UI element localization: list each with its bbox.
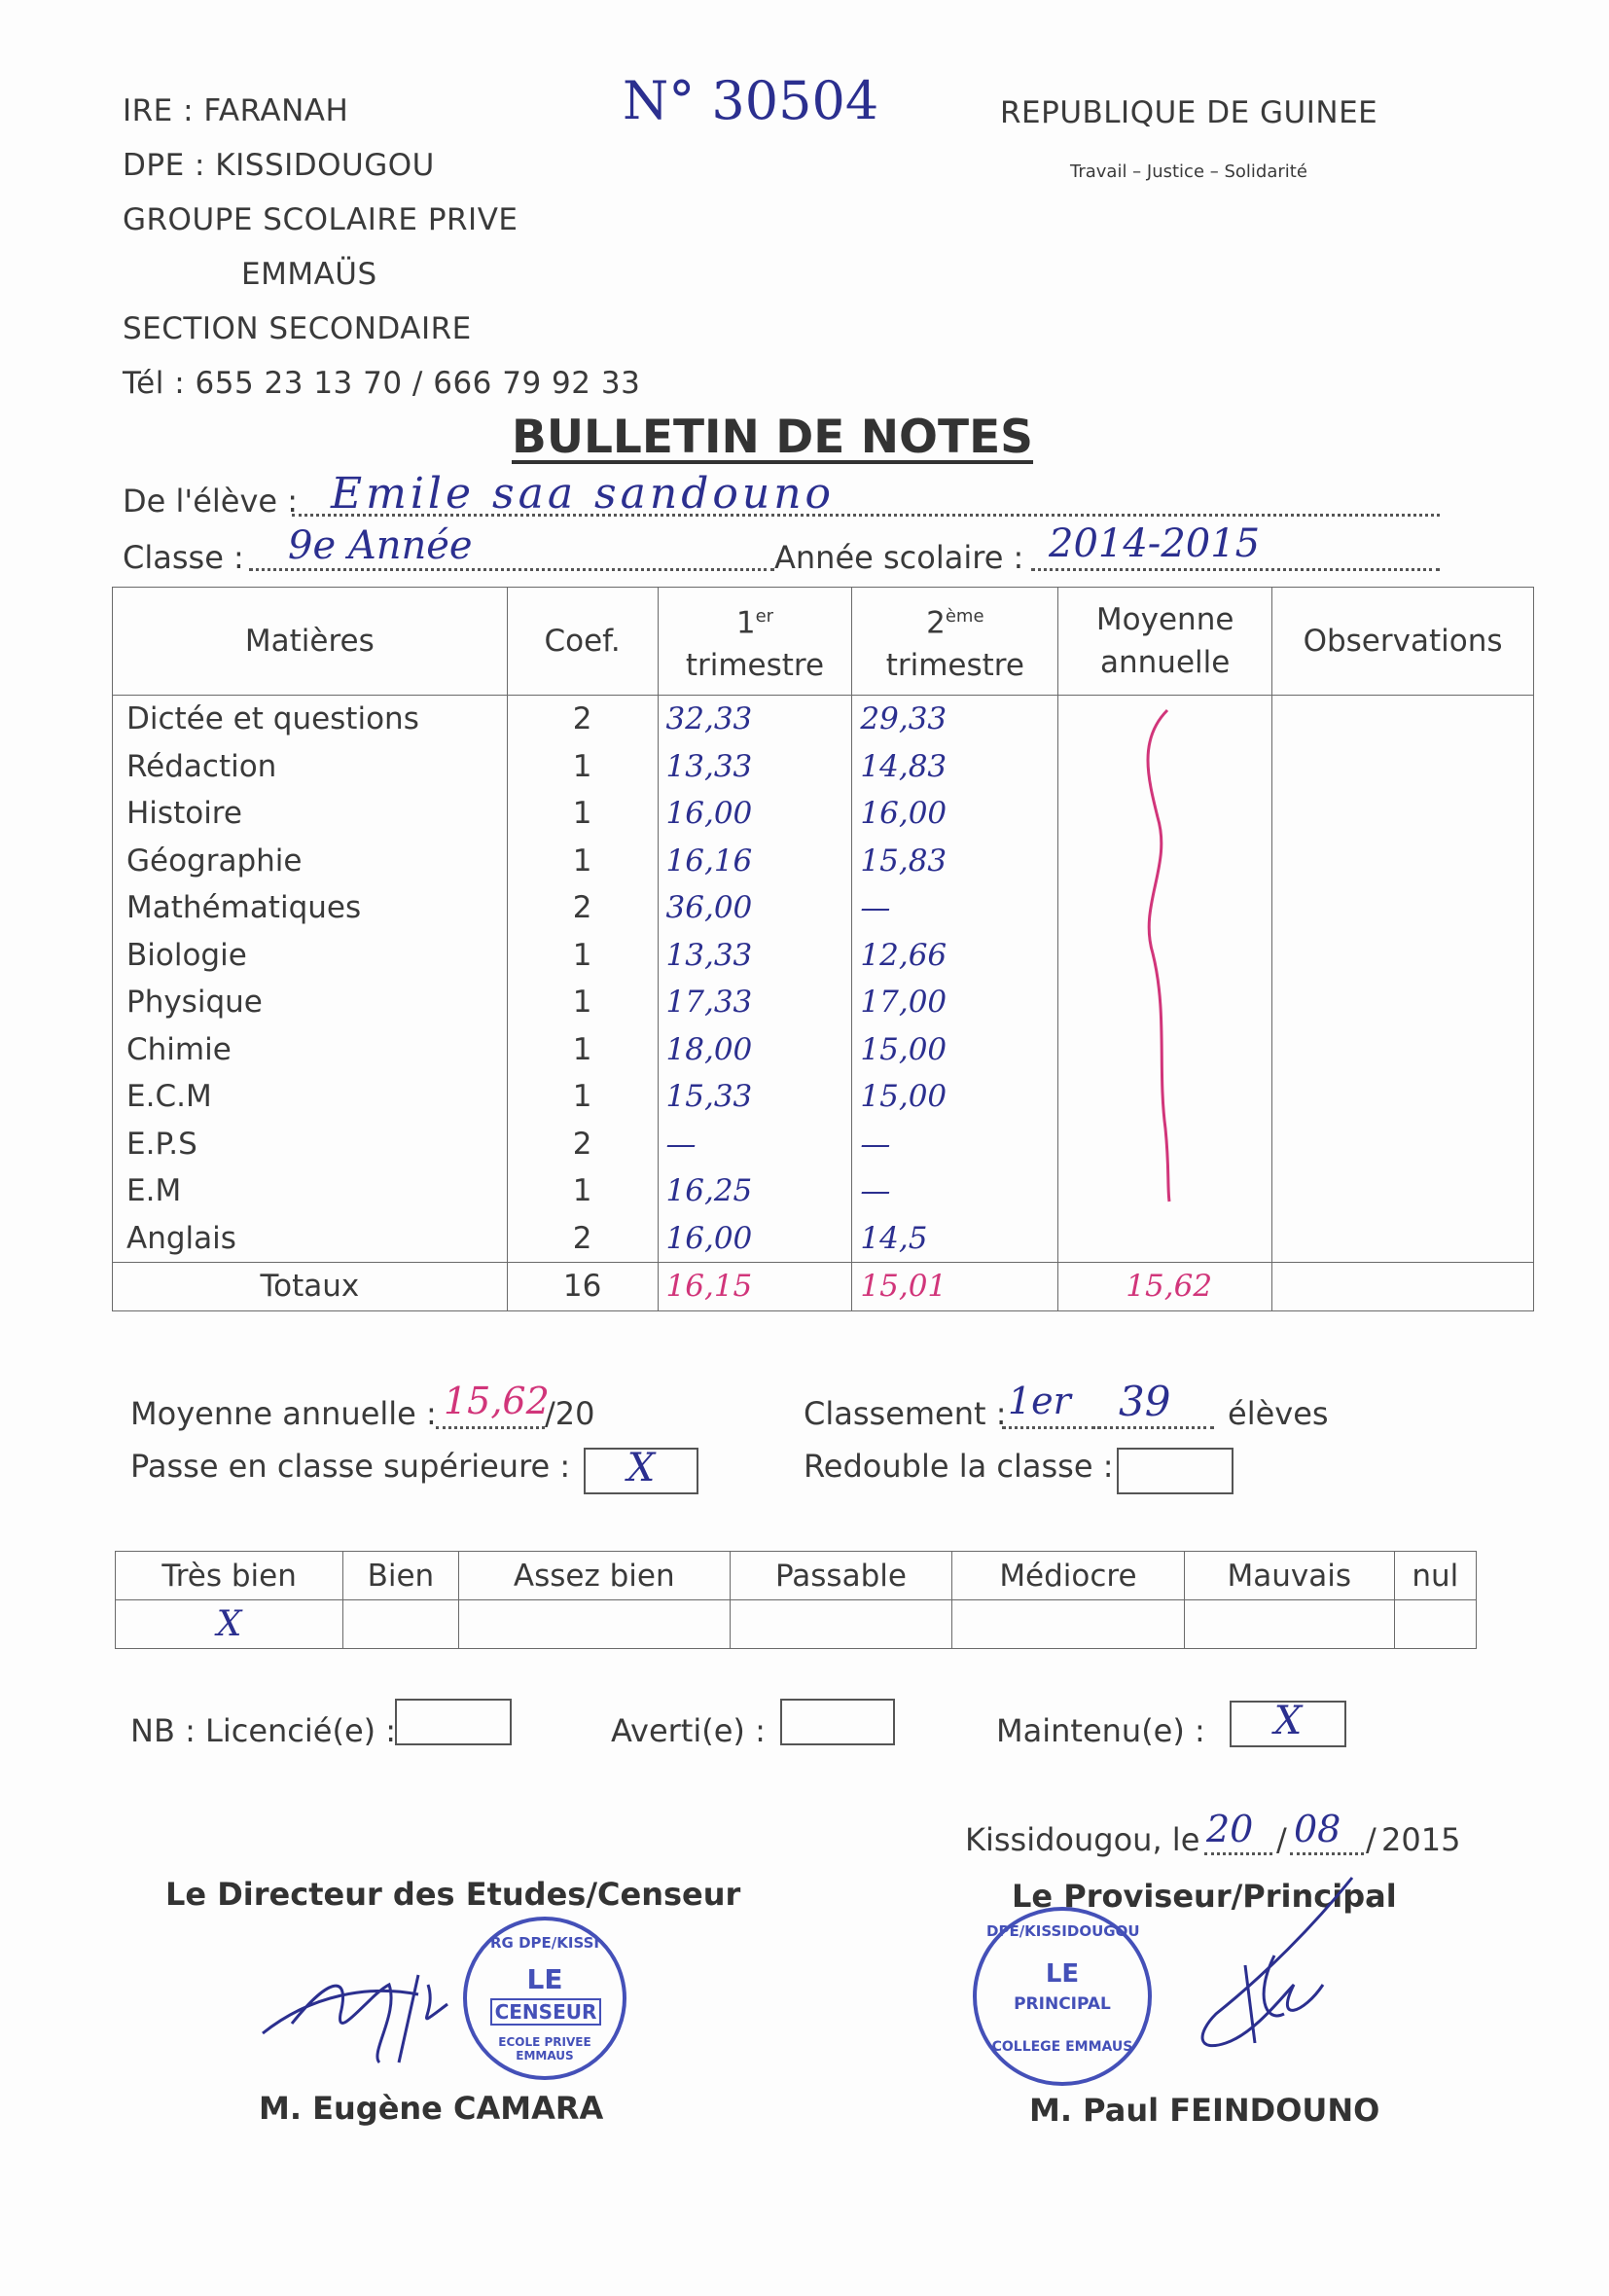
col-moy-1: Moyenne xyxy=(1095,602,1234,637)
header-tel: Tél : 655 23 13 70 / 666 79 92 33 xyxy=(123,366,641,401)
classement-total: 39 xyxy=(1119,1378,1171,1425)
observation-cell xyxy=(1272,1073,1534,1121)
appreciation-label: Assez bien xyxy=(458,1552,730,1600)
censeur-stamp xyxy=(463,1917,626,2080)
t1-cell: 15,33 xyxy=(658,1073,852,1121)
moyenne-value: 15,62 xyxy=(444,1380,550,1422)
coef-cell: 1 xyxy=(507,1026,658,1074)
coef-cell: 2 xyxy=(507,696,658,743)
observation-cell xyxy=(1272,1026,1534,1074)
appreciation-box[interactable] xyxy=(1394,1600,1476,1649)
stamp-right-le: LE xyxy=(1045,1959,1080,1989)
t2-cell: 17,00 xyxy=(852,979,1058,1026)
col-t1-sup: er xyxy=(755,605,774,627)
t1-cell: 13,33 xyxy=(658,743,852,791)
subject-cell: Histoire xyxy=(113,790,508,838)
t2-cell: — xyxy=(852,884,1058,932)
observation-cell xyxy=(1272,838,1534,885)
observation-cell xyxy=(1272,743,1534,791)
totals-t1: 16,15 xyxy=(658,1263,852,1311)
maintenu-checkbox[interactable] xyxy=(1230,1701,1346,1747)
subject-cell: Chimie xyxy=(113,1026,508,1074)
appreciation-box[interactable] xyxy=(458,1600,730,1649)
eleve-value: Emile saa sandouno xyxy=(331,469,836,519)
stamp-right-bottom: COLLEGE EMMAUS xyxy=(991,2039,1133,2055)
col-observations: Observations xyxy=(1272,588,1534,696)
appreciation-label: Passable xyxy=(730,1552,951,1600)
col-moy-2: annuelle xyxy=(1100,645,1231,680)
subject-cell: E.C.M xyxy=(113,1073,508,1121)
date-year: 2015 xyxy=(1381,1821,1461,1858)
col-t1-label: trimestre xyxy=(685,648,825,684)
grades-table xyxy=(112,587,1534,1311)
subject-cell: Physique xyxy=(113,979,508,1026)
date-line-month xyxy=(1290,1852,1364,1855)
classe-label: Classe : xyxy=(123,539,244,576)
date-place: Kissidougou, le xyxy=(965,1821,1200,1858)
observation-cell xyxy=(1272,1215,1534,1263)
grade-row xyxy=(113,1026,1534,1074)
grade-row xyxy=(113,1167,1534,1215)
classement-rank: 1er xyxy=(1008,1380,1071,1422)
totals-label: Totaux xyxy=(113,1263,508,1311)
moyenne-line xyxy=(436,1426,545,1429)
coef-cell: 1 xyxy=(507,979,658,1026)
t2-cell: 15,00 xyxy=(852,1026,1058,1074)
annee-line xyxy=(1031,568,1440,571)
grade-row xyxy=(113,743,1534,791)
t1-cell: 17,33 xyxy=(658,979,852,1026)
header-section: SECTION SECONDAIRE xyxy=(123,311,472,346)
t2-cell: 16,00 xyxy=(852,790,1058,838)
averti-label: Averti(e) : xyxy=(611,1712,766,1749)
licencie-checkbox[interactable] xyxy=(395,1699,512,1745)
proviseur-signature xyxy=(1158,1868,1372,2063)
col-t2 xyxy=(852,588,1058,696)
grade-row xyxy=(113,979,1534,1026)
coef-cell: 2 xyxy=(507,1215,658,1263)
appreciation-header-row xyxy=(116,1552,1477,1600)
observation-cell xyxy=(1272,1121,1534,1168)
appreciation-box[interactable] xyxy=(952,1600,1185,1649)
stamp-right-top: DPE/KISSIDOUGOU xyxy=(986,1922,1140,1940)
totals-row xyxy=(113,1263,1534,1311)
header-emmaus: EMMAÜS xyxy=(241,257,377,292)
date-day: 20 xyxy=(1206,1808,1254,1850)
appreciation-mark-row xyxy=(116,1600,1477,1649)
t1-cell: 36,00 xyxy=(658,884,852,932)
observation-cell xyxy=(1272,884,1534,932)
appreciation-label: Bien xyxy=(343,1552,458,1600)
grade-row xyxy=(113,838,1534,885)
appreciation-box[interactable] xyxy=(343,1600,458,1649)
date-sep-1: / xyxy=(1276,1821,1287,1858)
date-month: 08 xyxy=(1294,1808,1341,1850)
appreciation-label: Très bien xyxy=(116,1552,343,1600)
maintenu-label: Maintenu(e) : xyxy=(996,1712,1205,1749)
subject-cell: Anglais xyxy=(113,1215,508,1263)
passe-mark: X xyxy=(626,1446,656,1490)
t1-cell: 32,33 xyxy=(658,696,852,743)
classe-value: 9e Année xyxy=(288,523,473,568)
subject-cell: Géographie xyxy=(113,838,508,885)
averti-checkbox[interactable] xyxy=(780,1699,895,1745)
nb-label: NB : Licencié(e) : xyxy=(130,1712,397,1749)
totals-moyenne: 15,62 xyxy=(1058,1263,1272,1311)
col-t1 xyxy=(658,588,852,696)
subject-cell: E.P.S xyxy=(113,1121,508,1168)
coef-cell: 2 xyxy=(507,1121,658,1168)
classement-line-2 xyxy=(1097,1426,1214,1429)
stamp-left-bottom: ECOLE PRIVEE EMMAUS xyxy=(498,2035,591,2063)
t1-cell: 16,25 xyxy=(658,1167,852,1215)
moyenne-cell xyxy=(1058,1215,1272,1263)
col-matieres: Matières xyxy=(113,588,508,696)
col-coef: Coef. xyxy=(507,588,658,696)
grade-row xyxy=(113,790,1534,838)
appreciation-box[interactable] xyxy=(1184,1600,1394,1649)
observation-cell xyxy=(1272,932,1534,980)
eleve-label: De l'élève : xyxy=(123,483,299,520)
totals-t2: 15,01 xyxy=(852,1263,1058,1311)
observation-cell xyxy=(1272,1167,1534,1215)
moyenne-suffix: /20 xyxy=(545,1395,595,1432)
date-line-day xyxy=(1204,1852,1272,1855)
t1-cell: — xyxy=(658,1121,852,1168)
col-t2-label: trimestre xyxy=(885,648,1024,684)
subject-cell: Biologie xyxy=(113,932,508,980)
observation-cell xyxy=(1272,790,1534,838)
t2-cell: 12,66 xyxy=(852,932,1058,980)
passe-label: Passe en classe supérieure : xyxy=(130,1448,571,1485)
subject-cell: Rédaction xyxy=(113,743,508,791)
col-t2-num: 2 xyxy=(926,605,946,641)
country-name: REPUBLIQUE DE GUINEE xyxy=(1000,95,1378,130)
classement-line-1 xyxy=(1002,1426,1095,1429)
col-t2-sup: ème xyxy=(945,605,984,627)
country-motto: Travail – Justice – Solidarité xyxy=(1070,161,1307,182)
coef-cell: 1 xyxy=(507,1073,658,1121)
bulletin-number: N° 30504 xyxy=(623,70,879,131)
grades-header-row xyxy=(113,588,1534,696)
appreciation-label: nul xyxy=(1394,1552,1476,1600)
classement-suffix: élèves xyxy=(1228,1395,1329,1432)
annee-value: 2014-2015 xyxy=(1049,521,1261,566)
appreciation-box[interactable] xyxy=(116,1600,343,1649)
moyenne-label: Moyenne annuelle : xyxy=(130,1395,437,1432)
t2-cell: 15,00 xyxy=(852,1073,1058,1121)
t1-cell: 16,16 xyxy=(658,838,852,885)
t1-cell: 16,00 xyxy=(658,790,852,838)
observation-cell xyxy=(1272,979,1534,1026)
annee-label: Année scolaire : xyxy=(774,539,1024,576)
appreciation-box[interactable] xyxy=(730,1600,951,1649)
appreciation-label: Mauvais xyxy=(1184,1552,1394,1600)
header-dpe: DPE : KISSIDOUGOU xyxy=(123,148,435,183)
totals-obs xyxy=(1272,1263,1534,1311)
grade-row xyxy=(113,884,1534,932)
date-sep-2: / xyxy=(1366,1821,1377,1858)
classement-label: Classement : xyxy=(804,1395,1007,1432)
t2-cell: 14,83 xyxy=(852,743,1058,791)
coef-cell: 1 xyxy=(507,932,658,980)
t2-cell: 15,83 xyxy=(852,838,1058,885)
t2-cell: — xyxy=(852,1121,1058,1168)
redouble-label: Redouble la classe : xyxy=(804,1448,1114,1485)
proviseur-name: M. Paul FEINDOUNO xyxy=(1029,2092,1380,2129)
appreciation-mark: X xyxy=(216,1604,242,1644)
subject-cell: E.M xyxy=(113,1167,508,1215)
subject-cell: Mathématiques xyxy=(113,884,508,932)
col-t1-num: 1 xyxy=(735,605,756,641)
passe-checkbox[interactable] xyxy=(584,1448,698,1494)
t2-cell: — xyxy=(852,1167,1058,1215)
coef-cell: 1 xyxy=(507,838,658,885)
observation-cell xyxy=(1272,696,1534,743)
stamp-left-top: RG DPE/KISSI xyxy=(490,1934,599,1952)
moyenne-bracket xyxy=(1128,700,1206,1206)
t1-cell: 16,00 xyxy=(658,1215,852,1263)
grade-row xyxy=(113,1073,1534,1121)
stamp-left-le: LE xyxy=(526,1963,563,1995)
stamp-right-role: PRINCIPAL xyxy=(1014,1994,1111,2014)
col-moyenne xyxy=(1058,588,1272,696)
t2-cell: 29,33 xyxy=(852,696,1058,743)
grade-row xyxy=(113,932,1534,980)
stamp-left-role: CENSEUR xyxy=(490,1998,601,2026)
appreciation-label: Médiocre xyxy=(952,1552,1185,1600)
page-title: BULLETIN DE NOTES xyxy=(512,411,1034,464)
header-groupe: GROUPE SCOLAIRE PRIVE xyxy=(123,202,518,237)
appreciation-table xyxy=(115,1551,1477,1649)
coef-cell: 2 xyxy=(507,884,658,932)
totals-coef: 16 xyxy=(507,1263,658,1311)
proviseur-title: Le Proviseur/Principal xyxy=(1012,1878,1397,1915)
t1-cell: 13,33 xyxy=(658,932,852,980)
classe-line xyxy=(249,568,774,571)
subject-cell: Dictée et questions xyxy=(113,696,508,743)
coef-cell: 1 xyxy=(507,1167,658,1215)
coef-cell: 1 xyxy=(507,743,658,791)
t2-cell: 14,5 xyxy=(852,1215,1058,1263)
director-name: M. Eugène CAMARA xyxy=(259,2090,604,2127)
grade-row xyxy=(113,696,1534,743)
director-signature xyxy=(253,1955,486,2072)
grade-row xyxy=(113,1215,1534,1263)
principal-stamp xyxy=(973,1907,1152,2086)
grade-row xyxy=(113,1121,1534,1168)
header-ire: IRE : FARANAH xyxy=(123,93,349,128)
redouble-checkbox[interactable] xyxy=(1117,1448,1234,1494)
maintenu-mark: X xyxy=(1273,1699,1303,1743)
director-title: Le Directeur des Etudes/Censeur xyxy=(165,1876,741,1913)
t1-cell: 18,00 xyxy=(658,1026,852,1074)
coef-cell: 1 xyxy=(507,790,658,838)
